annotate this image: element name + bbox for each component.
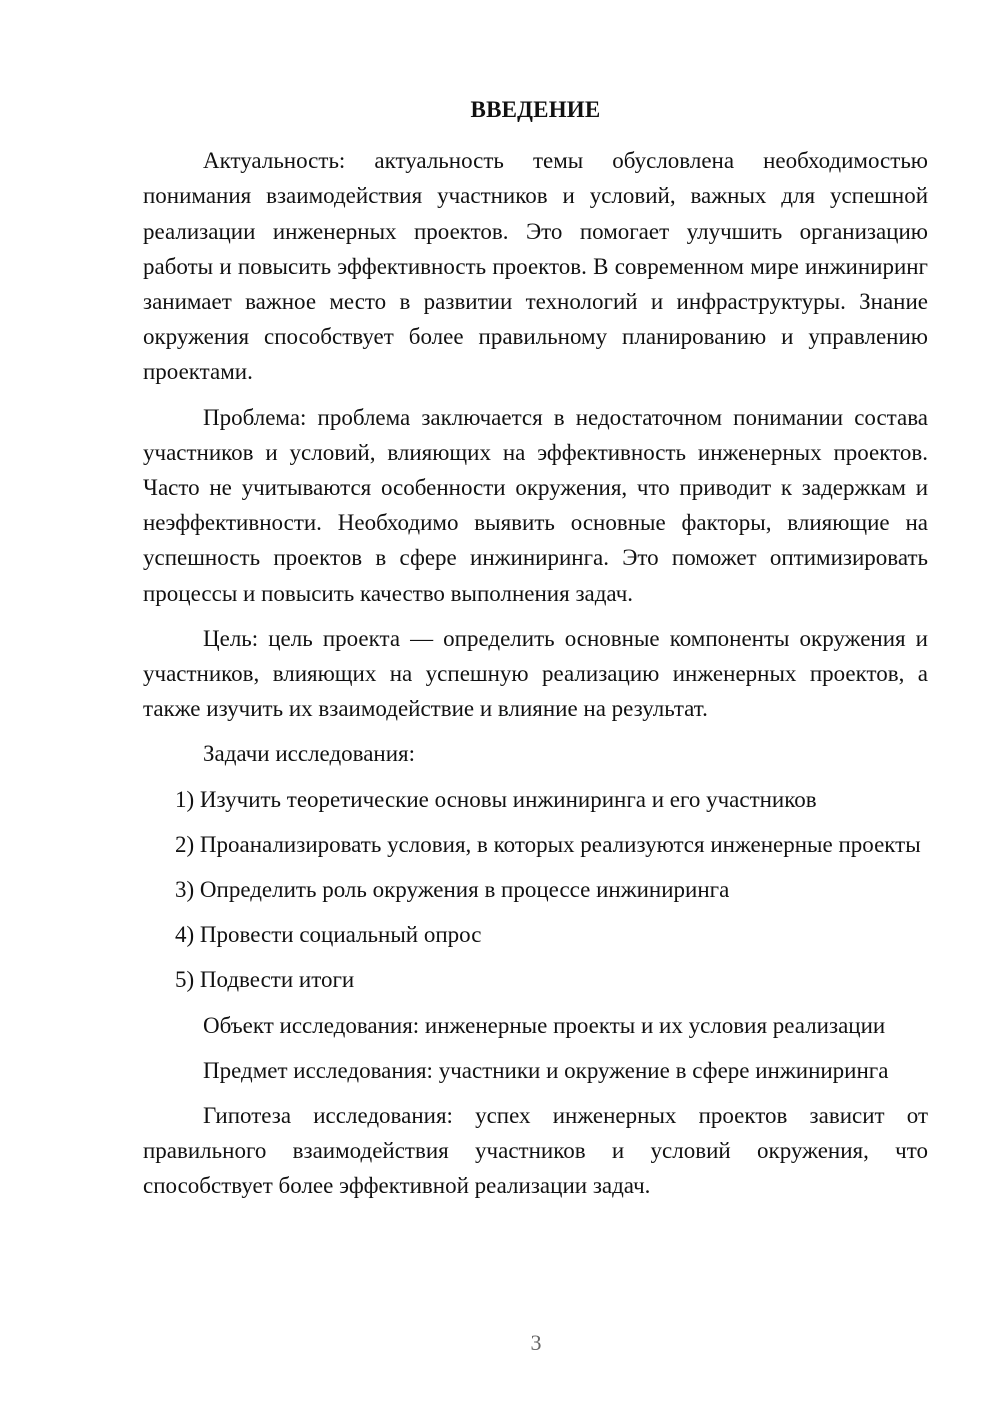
paragraph-subject: Предмет исследования: участники и окружение в сфере инжиниринга [203, 1057, 889, 1083]
paragraph-object: Объект исследования: инженерные проекты и их условия реализации [203, 1012, 886, 1038]
task-item: 1) Изучить теоретические основы инжиниринга и его участников [175, 786, 817, 812]
task-item: 5) Подвести итоги [175, 967, 355, 993]
section-title: ВВЕДЕНИЕ [470, 97, 601, 122]
paragraph-relevance: Актуальность: актуальность темы обусловлена необходимостью понимания взаимодействия участников и условий, важных для успешной реализации инженерных проектов. Это помогает улучшить организацию работы и повысить эффективность проектов. В современном мире инжиниринг занимает важное место в развитии технологий и инфраструктуры. Знание окружения способствует более правильному планированию и управлению проектами. [143, 148, 928, 385]
tasks-heading: Задачи исследования: [203, 741, 416, 767]
paragraph-goal: Цель: цель проекта — определить основные компоненты окружения и участников, влияющих на успешную реализацию инженерных проектов, а также изучить их взаимодействие и влияние на результат. [143, 625, 928, 722]
document-page [143, 92, 928, 1214]
paragraph-hypothesis: Гипотеза исследования: успех инженерных проектов зависит от правильного взаимодействия участников и условий окружения, что способствует более эффективной реализации задач. [143, 1103, 928, 1199]
task-item: 3) Определить роль окружения в процессе инжиниринга [175, 877, 730, 903]
page-number: 3 [530, 1330, 542, 1355]
task-item: 4) Провести социальный опрос [175, 922, 482, 948]
task-item: 2) Проанализировать условия, в которых реализуются инженерные проекты [175, 831, 921, 857]
tasks-list [143, 782, 928, 998]
paragraph-problem: Проблема: проблема заключается в недостаточном понимании состава участников и условий, влияющих на эффективность инженерных проектов. Часто не учитываются особенности окружения, что приводит к задержкам и неэффективности. Необходимо выявить основные факторы, влияющие на успешность проектов в сфере инжиниринга. Это поможет оптимизировать процессы и повысить качество выполнения задач. [143, 404, 928, 606]
